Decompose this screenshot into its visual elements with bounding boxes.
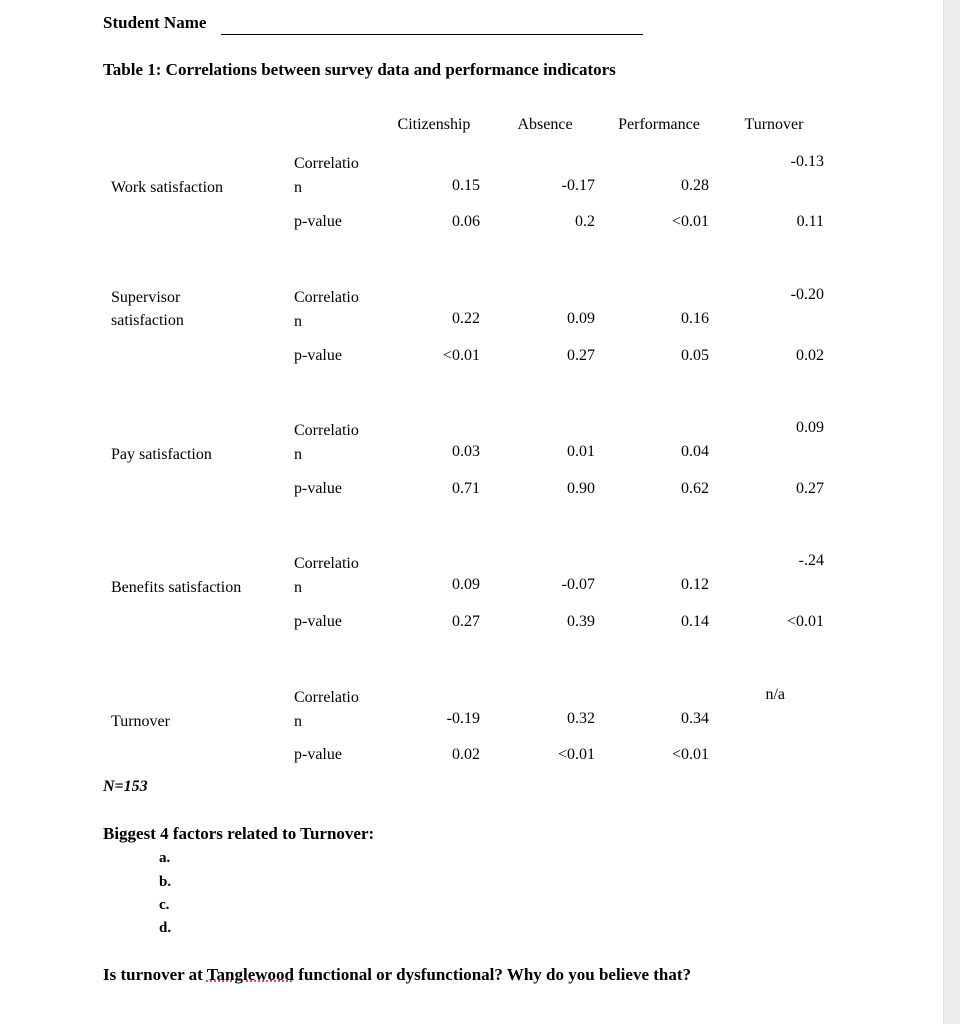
table-cell: 0.05 bbox=[681, 347, 709, 364]
column-header-absence: Absence bbox=[517, 116, 573, 133]
table-cell: 0.27 bbox=[796, 480, 824, 497]
turnover-question: Is turnover at Tanglewood functional or dysfunctional? Why do you believe that? bbox=[103, 965, 692, 984]
factor-item: a. bbox=[159, 850, 171, 866]
table-cell: <0.01 bbox=[442, 347, 480, 364]
table-cell: 0.16 bbox=[681, 310, 709, 327]
correlation-label: Correlatio n bbox=[294, 689, 359, 730]
table-cell: <0.01 bbox=[671, 746, 709, 763]
table-cell: 0.01 bbox=[567, 443, 595, 460]
correlation-label: Correlatio n bbox=[294, 422, 359, 463]
table-cell: 0.06 bbox=[452, 213, 480, 230]
table-cell: -0.20 bbox=[790, 286, 824, 303]
column-header-performance: Performance bbox=[618, 116, 700, 133]
table-cell: 0.39 bbox=[567, 613, 595, 630]
table-cell: 0.34 bbox=[681, 710, 709, 727]
column-header-turnover: Turnover bbox=[744, 116, 804, 133]
table-cell: -.24 bbox=[798, 552, 824, 569]
pvalue-label: p-value bbox=[294, 480, 342, 497]
table-cell: 0.27 bbox=[567, 347, 595, 364]
table-cell: -0.17 bbox=[561, 177, 595, 194]
table-cell: 0.22 bbox=[452, 310, 480, 327]
factor-item: b. bbox=[159, 874, 172, 890]
table-cell: 0.28 bbox=[681, 177, 709, 194]
table-cell: -0.19 bbox=[446, 710, 480, 727]
scrollbar-track[interactable] bbox=[943, 0, 960, 1024]
table-cell: 0.90 bbox=[567, 480, 595, 497]
table-cell: <0.01 bbox=[557, 746, 595, 763]
row-label-turnover: Turnover bbox=[111, 713, 170, 730]
student-name-line bbox=[221, 34, 643, 35]
table-cell: 0.09 bbox=[567, 310, 595, 327]
table-cell: 0.71 bbox=[452, 480, 480, 497]
table-cell: 0.12 bbox=[681, 576, 709, 593]
pvalue-label: p-value bbox=[294, 347, 342, 364]
table-cell: 0.04 bbox=[681, 443, 709, 460]
table-cell: 0.14 bbox=[681, 613, 709, 630]
spellcheck-word: Tanglewood bbox=[206, 965, 294, 984]
table-cell: 0.11 bbox=[796, 213, 824, 230]
column-header-citizenship: Citizenship bbox=[397, 116, 471, 133]
correlation-label: Correlatio n bbox=[294, 155, 359, 196]
table-cell: <0.01 bbox=[786, 613, 824, 630]
table-cell: 0.02 bbox=[796, 347, 824, 364]
table-cell: 0.09 bbox=[452, 576, 480, 593]
pvalue-label: p-value bbox=[294, 613, 342, 630]
pvalue-label: p-value bbox=[294, 746, 342, 763]
table-cell: -0.13 bbox=[790, 153, 824, 170]
table-cell: 0.02 bbox=[452, 746, 480, 763]
table-title: Table 1: Correlations between survey data and performance indicators bbox=[103, 60, 616, 79]
table-cell: n/a bbox=[765, 686, 785, 703]
table-cell: 0.62 bbox=[681, 480, 709, 497]
table-cell: 0.15 bbox=[452, 177, 480, 194]
table-cell: -0.07 bbox=[561, 576, 595, 593]
row-label-benefits-satisfaction: Benefits satisfaction bbox=[111, 579, 242, 596]
table-cell: <0.01 bbox=[671, 213, 709, 230]
correlation-label: Correlatio n bbox=[294, 289, 359, 330]
row-label-work-satisfaction: Work satisfaction bbox=[111, 179, 224, 196]
factor-item: c. bbox=[159, 897, 170, 913]
table-cell: 0.09 bbox=[796, 419, 824, 436]
table-cell: 0.03 bbox=[452, 443, 480, 460]
factor-item: d. bbox=[159, 920, 172, 936]
sample-size-label: N=153 bbox=[103, 778, 148, 795]
row-label-supervisor-satisfaction: Supervisor satisfaction bbox=[111, 289, 184, 329]
correlation-label: Correlatio n bbox=[294, 555, 359, 596]
row-label-pay-satisfaction: Pay satisfaction bbox=[111, 446, 212, 463]
student-name-label: Student Name bbox=[103, 13, 207, 32]
table-cell: 0.2 bbox=[575, 213, 595, 230]
factors-title: Biggest 4 factors related to Turnover: bbox=[103, 824, 375, 843]
table-cell: 0.27 bbox=[452, 613, 480, 630]
pvalue-label: p-value bbox=[294, 213, 342, 230]
table-cell: 0.32 bbox=[567, 710, 595, 727]
